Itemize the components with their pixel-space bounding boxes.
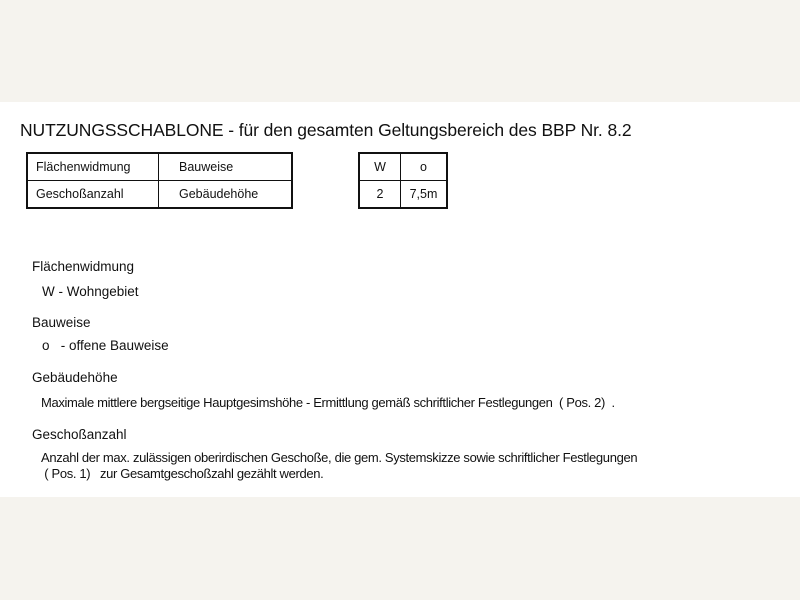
legend-table bbox=[26, 152, 293, 209]
table-row bbox=[359, 153, 447, 181]
section-heading-gebaeudehoehe: Gebäudehöhe bbox=[32, 370, 118, 385]
legend-cell-geschossanzahl: Geschoßanzahl bbox=[27, 181, 159, 209]
section-text-flaechenwidmung: W - Wohngebiet bbox=[42, 284, 139, 299]
value-cell-geschosse: 2 bbox=[359, 181, 401, 209]
top-margin bbox=[0, 0, 800, 102]
value-cell-widmung: W bbox=[359, 153, 401, 181]
section-text-bauweise: o - offene Bauweise bbox=[42, 338, 169, 353]
table-row bbox=[27, 153, 292, 181]
section-text-gebaeudehoehe: Maximale mittlere bergseitige Hauptgesimshöhe - Ermittlung gemäß schriftlicher Festlegungen ( Pos. 2) . bbox=[41, 395, 615, 410]
value-cell-bauweise: o bbox=[401, 153, 448, 181]
table-row bbox=[359, 181, 447, 209]
legend-cell-flaechenwidmung: Flächenwidmung bbox=[27, 153, 159, 181]
legend-cell-gebaeudehoehe: Gebäudehöhe bbox=[159, 181, 293, 209]
table-row bbox=[27, 181, 292, 209]
document-title: NUTZUNGSSCHABLONE - für den gesamten Geltungsbereich des BBP Nr. 8.2 bbox=[20, 120, 632, 140]
section-text-geschossanzahl-line1: Anzahl der max. zulässigen oberirdischen Geschoße, die gem. Systemskizze sowie schriftlicher Festlegungen bbox=[41, 450, 638, 465]
section-heading-geschossanzahl: Geschoßanzahl bbox=[32, 427, 127, 442]
section-text-geschossanzahl-line2: ( Pos. 1) zur Gesamtgeschoßzahl gezählt werden. bbox=[41, 466, 324, 481]
bottom-margin bbox=[0, 497, 800, 600]
value-cell-hoehe: 7,5m bbox=[401, 181, 448, 209]
value-table bbox=[358, 152, 448, 209]
section-heading-flaechenwidmung: Flächenwidmung bbox=[32, 259, 135, 274]
legend-cell-bauweise: Bauweise bbox=[159, 153, 293, 181]
section-heading-bauweise: Bauweise bbox=[32, 315, 91, 330]
document-page bbox=[0, 102, 800, 497]
